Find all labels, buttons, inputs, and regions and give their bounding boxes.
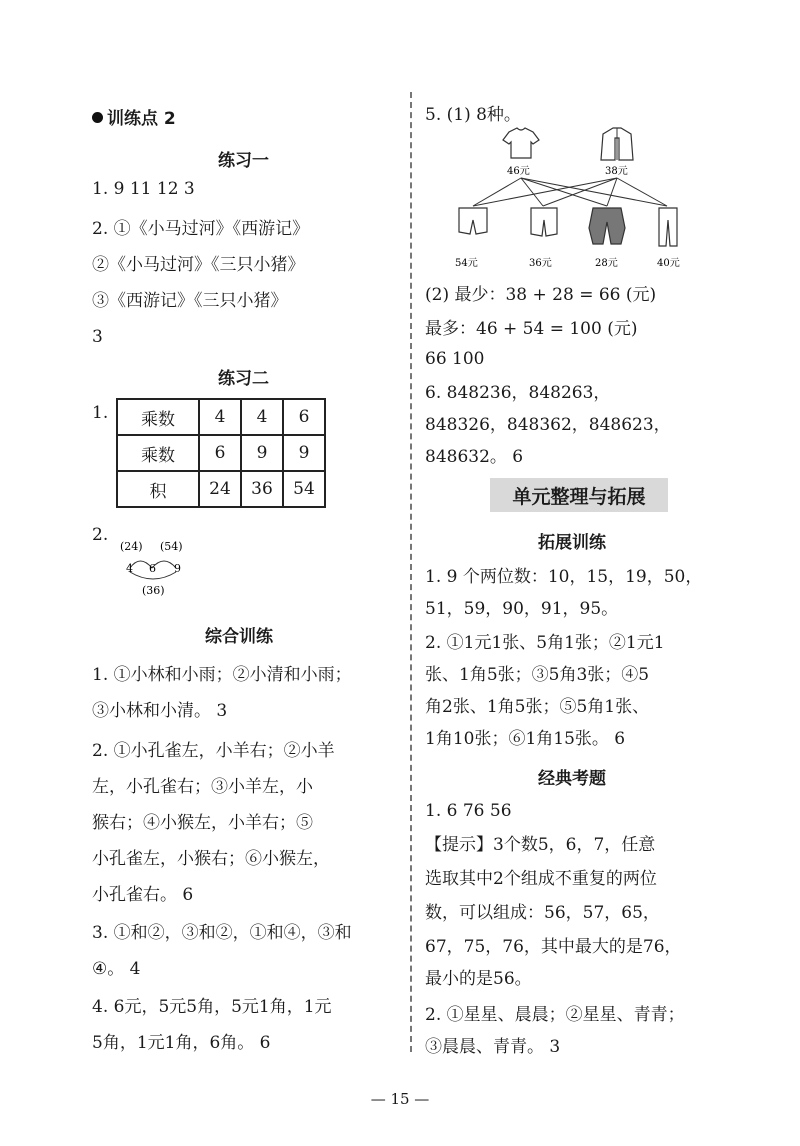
- column-divider: [410, 92, 412, 1052]
- table-cell: 4: [199, 399, 241, 435]
- table-cell: 6: [283, 399, 325, 435]
- pants-icon: [589, 208, 625, 244]
- arc-number: 4: [126, 562, 133, 575]
- q6-line: 848632。 6: [425, 447, 524, 467]
- jacket-icon: [601, 128, 633, 160]
- table-cell: 9: [283, 435, 325, 471]
- price-label: 38元: [605, 166, 628, 177]
- price-label: 40元: [657, 258, 680, 269]
- exercise-2-title: 练习二: [218, 369, 269, 389]
- trousers-icon: [659, 208, 677, 246]
- comp-line: 1. ①小林和小雨；②小清和小雨；: [92, 665, 352, 685]
- shirt-icon: [503, 128, 539, 158]
- table-cell: 54: [283, 471, 325, 507]
- ext-line: 角2张、1角5张；⑤5角1张、: [425, 697, 650, 717]
- q5-line: 5. (1) 8种。: [425, 105, 521, 125]
- page-number: — 15 —: [370, 1090, 430, 1108]
- classic-line: 【提示】3个数5，6，7，任意: [425, 835, 656, 855]
- arc-label-top: (24): [120, 540, 143, 553]
- ex1-line: 3: [92, 327, 103, 347]
- q5-line: 66 100: [425, 349, 485, 369]
- classic-line: ③晨晨、青青。 3: [425, 1037, 561, 1057]
- ex2-q2-label: 2.: [92, 525, 109, 545]
- ex1-line: ③《西游记》《三只小猪》: [92, 291, 288, 311]
- arc-number: 6: [149, 562, 156, 575]
- ex1-line: 1. 9 11 12 3: [92, 179, 195, 199]
- shorts-icon: [531, 208, 557, 236]
- comp-line: 小孔雀左，小猴右；⑥小猴左，: [92, 849, 330, 869]
- comprehensive-title: 综合训练: [205, 627, 273, 647]
- table-cell: 36: [241, 471, 283, 507]
- classic-line: 1. 6 76 56: [425, 801, 512, 821]
- table-row: [117, 471, 325, 507]
- ext-line: 2. ①1元1张、5角1张；②1元1: [425, 633, 665, 653]
- q6-line: 6. 848236，848263，: [425, 383, 611, 403]
- connection-lines: [473, 178, 667, 206]
- multiplication-table: [116, 398, 326, 508]
- comp-line: 2. ①小孔雀左，小羊右；②小羊: [92, 741, 335, 761]
- table-row: [117, 399, 325, 435]
- ext-line: 51，59，90，91，95。: [425, 599, 619, 619]
- classic-line: 2. ①星星、晨晨；②星星、青青；: [425, 1005, 685, 1025]
- classic-line: 选取其中2个组成不重复的两位: [425, 869, 657, 889]
- comp-line: ③小林和小清。 3: [92, 701, 228, 721]
- q5-line: 最多：46 + 54 = 100 (元): [425, 319, 638, 339]
- comp-line: 猴右；④小猴左，小羊右；⑤: [92, 813, 313, 833]
- comp-line: ④。 4: [92, 959, 141, 979]
- ex1-line: 2. ①《小马过河》《西游记》: [92, 219, 310, 239]
- table-cell: 9: [241, 435, 283, 471]
- table-cell: 6: [199, 435, 241, 471]
- comp-line: 左，小孔雀右；③小羊左，小: [92, 777, 313, 797]
- price-label: 36元: [529, 258, 552, 269]
- comp-line: 小孔雀右。 6: [92, 885, 194, 905]
- ext-line: 张、1角5张；③5角3张；④5: [425, 665, 650, 685]
- price-label: 28元: [595, 258, 618, 269]
- clothes-matching-diagram: [445, 124, 685, 270]
- shorts-icon: [459, 208, 487, 234]
- exercise-1-title: 练习一: [218, 151, 269, 171]
- bullet-icon: [92, 112, 103, 123]
- arc-number: 9: [174, 562, 181, 575]
- ext-line: 1. 9 个两位数：10，15，19，50，: [425, 567, 703, 587]
- table-cell: 乘数: [117, 435, 199, 471]
- ext-line: 1角10张；⑥1角15张。 6: [425, 729, 626, 749]
- q5-line: (2) 最少：38 + 28 = 66 (元): [425, 285, 657, 305]
- unit-banner: 单元整理与拓展: [490, 478, 668, 512]
- ex2-q1-label: 1.: [92, 403, 109, 423]
- classic-line: 67，75，76，其中最大的是76，: [425, 937, 682, 957]
- ex1-line: ②《小马过河》《三只小猪》: [92, 255, 305, 275]
- extension-title: 拓展训练: [538, 533, 606, 553]
- q6-line: 848326，848362，848623，: [425, 415, 671, 435]
- table-cell: 乘数: [117, 399, 199, 435]
- comp-line: 3. ①和②，③和②，①和④，③和: [92, 923, 352, 943]
- table-row: [117, 435, 325, 471]
- arc-label-bottom: (36): [142, 584, 165, 597]
- price-label: 54元: [455, 258, 478, 269]
- arc-diagram: [118, 534, 198, 600]
- classic-line: 最小的是56。: [425, 969, 532, 989]
- comp-line: 5角，1元1角，6角。 6: [92, 1033, 271, 1053]
- comp-line: 4. 6元，5元5角，5元1角，1元: [92, 997, 332, 1017]
- arc-label-top: (54): [160, 540, 183, 553]
- price-label: 46元: [507, 166, 530, 177]
- table-cell: 积: [117, 471, 199, 507]
- classic-line: 数，可以组成：56，57，65，: [425, 903, 660, 923]
- section-title: 训练点 2: [92, 104, 176, 129]
- table-cell: 24: [199, 471, 241, 507]
- classic-title: 经典考题: [538, 769, 606, 789]
- table-cell: 4: [241, 399, 283, 435]
